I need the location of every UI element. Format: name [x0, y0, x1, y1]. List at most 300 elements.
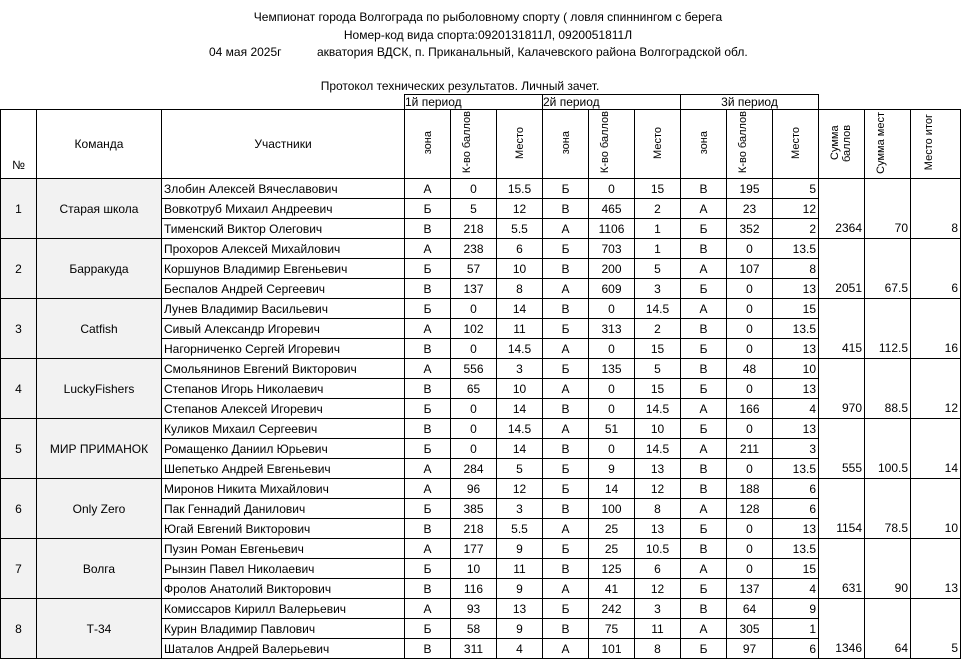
zone-cell: В	[543, 499, 589, 519]
zone-cell: А	[681, 499, 727, 519]
points-cell: 51	[589, 419, 635, 439]
points-cell: 101	[589, 639, 635, 659]
table-row	[1, 359, 961, 379]
zone-cell: В	[543, 199, 589, 219]
place-cell: 8	[635, 499, 681, 519]
zone-cell: А	[405, 359, 451, 379]
points-cell: 385	[451, 499, 497, 519]
zone-cell: А	[405, 599, 451, 619]
sum-points-cell: 2051	[819, 279, 865, 299]
participant-name: Югай Евгений Викторович	[162, 519, 405, 539]
zone-cell: Б	[543, 539, 589, 559]
zone-cell: В	[543, 559, 589, 579]
points-cell: 102	[451, 319, 497, 339]
table-row	[1, 239, 961, 259]
empty-cell	[819, 259, 865, 279]
col-place3: Место	[789, 126, 802, 159]
place-cell: 15	[635, 339, 681, 359]
event-date: 04 мая 2025г	[209, 45, 282, 59]
points-cell: 0	[451, 419, 497, 439]
team-number: 7	[1, 539, 37, 599]
points-cell: 609	[589, 279, 635, 299]
empty-cell	[911, 439, 961, 459]
place-cell: 12	[497, 479, 543, 499]
points-cell: 305	[727, 619, 773, 639]
zone-cell: Б	[543, 599, 589, 619]
team-name: МИР ПРИМАНОК	[37, 419, 162, 479]
zone-cell: В	[405, 639, 451, 659]
place-cell: 1	[635, 239, 681, 259]
empty-cell	[911, 299, 961, 319]
participant-name: Степанов Алексей Игоревич	[162, 399, 405, 419]
empty-cell	[865, 439, 911, 459]
zone-cell: В	[405, 279, 451, 299]
sum-places-cell: 112.5	[865, 339, 911, 359]
place-cell: 12	[773, 199, 819, 219]
empty-cell	[819, 559, 865, 579]
place-cell: 10	[773, 359, 819, 379]
place-cell: 2	[635, 319, 681, 339]
col-final-place: Место итог	[922, 114, 935, 171]
col-sum-points: Сумма баллов	[828, 123, 853, 162]
place-cell: 15	[773, 299, 819, 319]
points-cell: 284	[451, 459, 497, 479]
empty-cell	[865, 319, 911, 339]
zone-cell: А	[543, 279, 589, 299]
place-cell: 13.5	[773, 239, 819, 259]
points-cell: 9	[589, 459, 635, 479]
participant-name: Курин Владимир Павлович	[162, 619, 405, 639]
zone-cell: В	[405, 219, 451, 239]
points-cell: 128	[727, 499, 773, 519]
table-row	[1, 419, 961, 439]
place-cell: 2	[773, 219, 819, 239]
table-row	[1, 479, 961, 499]
place-cell: 3	[497, 359, 543, 379]
zone-cell: А	[405, 319, 451, 339]
final-place-cell: 8	[911, 219, 961, 239]
zone-cell: Б	[405, 259, 451, 279]
empty-cell	[865, 299, 911, 319]
team-number: 4	[1, 359, 37, 419]
empty-cell	[865, 619, 911, 639]
empty-cell	[911, 379, 961, 399]
points-cell: 100	[589, 499, 635, 519]
empty-cell	[819, 359, 865, 379]
col-zone1: зона	[421, 130, 434, 155]
points-cell: 311	[451, 639, 497, 659]
zone-cell: В	[681, 179, 727, 199]
col-zone3: зона	[697, 130, 710, 155]
zone-cell: Б	[681, 279, 727, 299]
sum-points-cell: 970	[819, 399, 865, 419]
place-cell: 9	[497, 619, 543, 639]
place-cell: 8	[773, 259, 819, 279]
participant-name: Рынзин Павел Николаевич	[162, 559, 405, 579]
place-cell: 10	[497, 379, 543, 399]
zone-cell: В	[681, 539, 727, 559]
zone-cell: Б	[543, 359, 589, 379]
col-points2: К-во баллов	[598, 111, 611, 174]
place-cell: 3	[635, 279, 681, 299]
zone-cell: А	[405, 459, 451, 479]
points-cell: 25	[589, 519, 635, 539]
sum-points-cell: 415	[819, 339, 865, 359]
points-cell: 14	[589, 479, 635, 499]
points-cell: 41	[589, 579, 635, 599]
points-cell: 64	[727, 599, 773, 619]
empty-cell	[911, 419, 961, 439]
zone-cell: Б	[405, 299, 451, 319]
points-cell: 0	[451, 339, 497, 359]
participant-name: Пак Геннадий Данилович	[162, 499, 405, 519]
zone-cell: А	[543, 339, 589, 359]
place-cell: 9	[497, 539, 543, 559]
place-cell: 8	[497, 279, 543, 299]
points-cell: 137	[727, 579, 773, 599]
final-place-cell: 10	[911, 519, 961, 539]
zone-cell: А	[543, 419, 589, 439]
place-cell: 5.5	[497, 219, 543, 239]
sum-points-cell: 1154	[819, 519, 865, 539]
place-cell: 6	[635, 559, 681, 579]
zone-cell: Б	[405, 499, 451, 519]
participant-name: Прохоров Алексей Михайлович	[162, 239, 405, 259]
points-cell: 0	[451, 179, 497, 199]
zone-cell: А	[681, 619, 727, 639]
zone-cell: В	[681, 239, 727, 259]
place-cell: 12	[635, 479, 681, 499]
table-row	[1, 299, 961, 319]
place-cell: 10	[635, 419, 681, 439]
zone-cell: А	[543, 379, 589, 399]
points-cell: 0	[727, 339, 773, 359]
zone-cell: Б	[543, 319, 589, 339]
zone-cell: В	[405, 579, 451, 599]
table-row	[1, 539, 961, 559]
final-place-cell: 16	[911, 339, 961, 359]
place-cell: 8	[635, 639, 681, 659]
points-cell: 0	[451, 299, 497, 319]
empty-cell	[865, 479, 911, 499]
participant-name: Коршунов Владимир Евгеньевич	[162, 259, 405, 279]
protocol-title: Протокол технических результатов. Личный зачет.	[320, 79, 600, 93]
place-cell: 13.5	[773, 319, 819, 339]
zone-cell: А	[405, 239, 451, 259]
zone-cell: А	[681, 299, 727, 319]
sum-places-cell: 64	[865, 639, 911, 659]
empty-cell	[911, 239, 961, 259]
points-cell: 107	[727, 259, 773, 279]
participant-name: Шаталов Андрей Валерьевич	[162, 639, 405, 659]
final-place-cell: 14	[911, 459, 961, 479]
place-cell: 13	[497, 599, 543, 619]
participant-name: Злобин Алексей Вячеславович	[162, 179, 405, 199]
place-cell: 14	[497, 399, 543, 419]
zone-cell: Б	[681, 639, 727, 659]
points-cell: 10	[451, 559, 497, 579]
zone-cell: А	[681, 559, 727, 579]
sum-places-cell: 100.5	[865, 459, 911, 479]
place-cell: 5	[773, 179, 819, 199]
final-place-cell: 13	[911, 579, 961, 599]
place-cell: 11	[497, 559, 543, 579]
col-points3: К-во баллов	[736, 111, 749, 174]
points-cell: 313	[589, 319, 635, 339]
zone-cell: А	[681, 259, 727, 279]
empty-cell	[819, 599, 865, 619]
empty-cell	[819, 539, 865, 559]
points-cell: 200	[589, 259, 635, 279]
final-place-cell: 5	[911, 639, 961, 659]
place-cell: 15	[635, 179, 681, 199]
points-cell: 188	[727, 479, 773, 499]
empty-cell	[819, 379, 865, 399]
col-sum-places: Сумма мест	[874, 111, 887, 174]
team-number: 5	[1, 419, 37, 479]
points-cell: 0	[589, 399, 635, 419]
zone-cell: А	[543, 219, 589, 239]
place-cell: 13	[635, 459, 681, 479]
sum-places-cell: 90	[865, 579, 911, 599]
points-cell: 0	[589, 379, 635, 399]
place-cell: 12	[497, 199, 543, 219]
zone-cell: В	[681, 459, 727, 479]
place-cell: 14.5	[635, 399, 681, 419]
points-cell: 137	[451, 279, 497, 299]
participant-name: Пузин Роман Евгеньевич	[162, 539, 405, 559]
period2-header: 2й период	[543, 95, 681, 110]
zone-cell: А	[543, 519, 589, 539]
empty-cell	[911, 359, 961, 379]
points-cell: 218	[451, 519, 497, 539]
zone-cell: А	[405, 179, 451, 199]
points-cell: 1106	[589, 219, 635, 239]
participant-name: Комиссаров Кирилл Валерьевич	[162, 599, 405, 619]
place-cell: 5	[497, 459, 543, 479]
points-cell: 0	[727, 239, 773, 259]
empty-cell	[865, 179, 911, 199]
place-cell: 14.5	[497, 419, 543, 439]
place-cell: 13	[773, 339, 819, 359]
col-place2: Место	[651, 126, 664, 159]
place-cell: 6	[773, 639, 819, 659]
place-cell: 6	[773, 479, 819, 499]
empty-cell	[819, 239, 865, 259]
zone-cell: Б	[681, 339, 727, 359]
table-row	[1, 599, 961, 619]
place-cell: 10.5	[635, 539, 681, 559]
points-cell: 703	[589, 239, 635, 259]
empty-cell	[865, 259, 911, 279]
participant-name: Сивый Александр Игоревич	[162, 319, 405, 339]
points-cell: 166	[727, 399, 773, 419]
empty-cell	[911, 479, 961, 499]
points-cell: 75	[589, 619, 635, 639]
empty-cell	[819, 499, 865, 519]
empty-cell	[865, 359, 911, 379]
participant-name: Фролов Анатолий Викторович	[162, 579, 405, 599]
place-cell: 6	[497, 239, 543, 259]
empty-cell	[911, 199, 961, 219]
place-cell: 13	[773, 279, 819, 299]
event-location: акватория ВДСК, п. Приканальный, Калачевского района Волгоградской обл.	[317, 45, 748, 59]
points-cell: 48	[727, 359, 773, 379]
empty-cell	[819, 319, 865, 339]
sum-places-cell: 88.5	[865, 399, 911, 419]
place-cell: 5	[635, 259, 681, 279]
zone-cell: В	[405, 379, 451, 399]
points-cell: 0	[589, 299, 635, 319]
team-number: 3	[1, 299, 37, 359]
zone-cell: Б	[405, 619, 451, 639]
table-row	[1, 179, 961, 199]
empty-cell	[911, 499, 961, 519]
place-cell: 14.5	[497, 339, 543, 359]
points-cell: 97	[727, 639, 773, 659]
points-cell: 125	[589, 559, 635, 579]
empty-cell	[865, 599, 911, 619]
points-cell: 135	[589, 359, 635, 379]
zone-cell: В	[405, 419, 451, 439]
place-cell: 1	[773, 619, 819, 639]
zone-cell: Б	[405, 199, 451, 219]
points-cell: 57	[451, 259, 497, 279]
place-cell: 10	[497, 259, 543, 279]
team-number: 1	[1, 179, 37, 239]
participant-name: Смольянинов Евгений Викторович	[162, 359, 405, 379]
empty-cell	[819, 619, 865, 639]
points-cell: 177	[451, 539, 497, 559]
final-place-cell: 12	[911, 399, 961, 419]
team-name: Catfish	[37, 299, 162, 359]
points-cell: 238	[451, 239, 497, 259]
place-cell: 4	[773, 399, 819, 419]
empty-cell	[819, 439, 865, 459]
zone-cell: Б	[543, 179, 589, 199]
points-cell: 0	[727, 379, 773, 399]
col-zone2: зона	[559, 130, 572, 155]
sum-points-cell: 555	[819, 459, 865, 479]
place-cell: 9	[497, 579, 543, 599]
points-cell: 0	[727, 559, 773, 579]
points-cell: 96	[451, 479, 497, 499]
participant-name: Лунев Владимир Васильевич	[162, 299, 405, 319]
place-cell: 15	[635, 379, 681, 399]
points-cell: 0	[589, 439, 635, 459]
zone-cell: В	[405, 519, 451, 539]
empty-cell	[865, 419, 911, 439]
points-cell: 116	[451, 579, 497, 599]
points-cell: 0	[727, 419, 773, 439]
zone-cell: Б	[543, 239, 589, 259]
place-cell: 4	[497, 639, 543, 659]
zone-cell: Б	[405, 399, 451, 419]
zone-cell: А	[405, 539, 451, 559]
place-cell: 4	[773, 579, 819, 599]
participant-name: Нагорниченко Сергей Игоревич	[162, 339, 405, 359]
points-cell: 58	[451, 619, 497, 639]
zone-cell: В	[405, 339, 451, 359]
place-cell: 3	[497, 499, 543, 519]
sport-code: Номер-код вида спорта:0920131811Л, 0920051811Л	[343, 28, 633, 42]
zone-cell: А	[543, 639, 589, 659]
zone-cell: Б	[681, 519, 727, 539]
empty-cell	[819, 299, 865, 319]
zone-cell: А	[681, 439, 727, 459]
team-name: Старая школа	[37, 179, 162, 239]
zone-cell: А	[681, 399, 727, 419]
team-name: Only Zero	[37, 479, 162, 539]
place-cell: 9	[773, 599, 819, 619]
place-cell: 5	[635, 359, 681, 379]
zone-cell: Б	[543, 479, 589, 499]
zone-cell: В	[681, 319, 727, 339]
participant-name: Тименский Виктор Олегович	[162, 219, 405, 239]
zone-cell: Б	[405, 559, 451, 579]
zone-cell: А	[681, 199, 727, 219]
zone-cell: В	[681, 479, 727, 499]
points-cell: 556	[451, 359, 497, 379]
participant-name: Беспалов Андрей Сергеевич	[162, 279, 405, 299]
sum-places-cell: 70	[865, 219, 911, 239]
place-cell: 12	[635, 579, 681, 599]
place-cell: 13	[773, 519, 819, 539]
zone-cell: Б	[681, 379, 727, 399]
empty-cell	[911, 319, 961, 339]
place-cell: 11	[497, 319, 543, 339]
zone-cell: В	[681, 599, 727, 619]
place-cell: 2	[635, 199, 681, 219]
final-place-cell: 6	[911, 279, 961, 299]
empty-cell	[865, 199, 911, 219]
points-cell: 242	[589, 599, 635, 619]
sum-points-cell: 1346	[819, 639, 865, 659]
team-number: 2	[1, 239, 37, 299]
empty-cell	[911, 179, 961, 199]
place-cell: 11	[635, 619, 681, 639]
empty-cell	[911, 599, 961, 619]
participant-name: Вовкотруб Михаил Андреевич	[162, 199, 405, 219]
empty-cell	[911, 559, 961, 579]
place-cell: 14.5	[635, 299, 681, 319]
place-cell: 13	[773, 379, 819, 399]
participant-name: Куликов Михаил Сергеевич	[162, 419, 405, 439]
empty-cell	[865, 379, 911, 399]
zone-cell: Б	[405, 439, 451, 459]
team-number: 6	[1, 479, 37, 539]
points-cell: 5	[451, 199, 497, 219]
points-cell: 0	[589, 179, 635, 199]
col-points1: К-во баллов	[460, 111, 473, 174]
col-participants: Участники	[162, 110, 405, 179]
period3-header: 3й период	[681, 95, 819, 110]
empty-cell	[911, 539, 961, 559]
place-cell: 1	[635, 219, 681, 239]
empty-cell	[865, 539, 911, 559]
team-name: Т-34	[37, 599, 162, 659]
zone-cell: А	[543, 579, 589, 599]
zone-cell: В	[543, 619, 589, 639]
place-cell: 13	[773, 419, 819, 439]
points-cell: 465	[589, 199, 635, 219]
place-cell: 14	[497, 439, 543, 459]
sum-points-cell: 2364	[819, 219, 865, 239]
empty-cell	[911, 259, 961, 279]
place-cell: 3	[773, 439, 819, 459]
team-name: Барракуда	[37, 239, 162, 299]
team-name: Волга	[37, 539, 162, 599]
